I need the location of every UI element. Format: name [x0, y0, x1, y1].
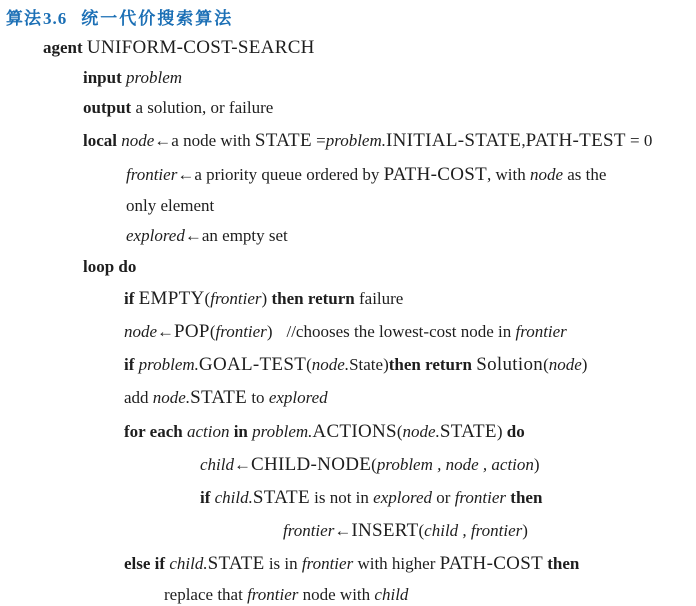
empty-close: )	[261, 289, 268, 308]
explored-text: ←an empty set	[184, 226, 288, 245]
local-comma: ,	[521, 131, 526, 150]
if-child-line	[200, 487, 542, 509]
insert-arrow: ←	[334, 521, 352, 540]
insert-open: (	[418, 521, 425, 540]
else-if-line	[124, 553, 579, 575]
goal-test-func: GOAL-TEST	[198, 354, 307, 375]
else-text2: with higher	[353, 554, 440, 573]
frontier-line	[126, 164, 606, 186]
goal-node: node.	[311, 355, 350, 374]
if-child-state: STATE	[252, 487, 310, 508]
for-close: )	[496, 422, 503, 441]
frontier-var: frontier	[126, 165, 178, 184]
empty-func: EMPTY	[138, 288, 205, 309]
for-each-line	[124, 421, 525, 443]
pop-close: )	[266, 322, 273, 341]
frontier-node: node	[529, 165, 564, 184]
if-child-text2: or	[432, 488, 455, 507]
frontier-cont-text: only element	[126, 196, 215, 215]
frontier-text3: as the	[563, 165, 607, 184]
pop-node-var: node	[124, 322, 158, 341]
pop-comment: //chooses the lowest-cost node in	[286, 322, 516, 341]
else-state: STATE	[207, 553, 265, 574]
local-eq: =	[311, 131, 326, 150]
input-value: problem	[126, 68, 183, 87]
replace-text1: replace that	[164, 585, 248, 604]
insert-args: child , frontier	[424, 521, 523, 540]
child-var: child	[200, 455, 234, 474]
loop-line	[83, 256, 136, 278]
input-line	[83, 67, 182, 89]
frontier-text2: , with	[486, 165, 530, 184]
if-child-keyword: if	[200, 488, 211, 507]
child-args: problem , node , action	[376, 455, 534, 474]
empty-open: (	[204, 289, 211, 308]
local-var: node	[121, 131, 155, 150]
else-frontier: frontier	[301, 554, 354, 573]
frontier-pathcost: PATH-COST	[383, 164, 487, 185]
then-return-keyword: then return	[271, 289, 355, 308]
local-line	[83, 130, 652, 152]
agent-keyword: agent	[43, 38, 83, 57]
goal-open2: (	[543, 355, 549, 374]
else-if-keyword: else if	[124, 554, 166, 573]
empty-arg: frontier	[210, 289, 262, 308]
child-node-func: CHILD-NODE	[251, 454, 372, 475]
child-line	[200, 454, 540, 476]
loop-keyword: loop do	[83, 257, 137, 276]
title-label: 算法	[6, 9, 42, 29]
for-action: action	[186, 422, 230, 441]
goal-open: (	[306, 355, 312, 374]
if-keyword: if	[124, 289, 135, 308]
insert-close: )	[522, 521, 528, 540]
goal-test-line	[124, 354, 587, 376]
frontier-continuation	[126, 195, 214, 217]
local-initial: INITIAL-STATE	[385, 130, 522, 151]
do-keyword: do	[506, 422, 525, 441]
replace-frontier: frontier	[247, 585, 299, 604]
local-problem: problem.	[325, 131, 386, 150]
pop-line	[124, 321, 567, 343]
local-state: STATE	[254, 130, 312, 151]
if-child-text1: is not in	[309, 488, 374, 507]
add-line	[124, 387, 328, 409]
if-child-explored: explored	[373, 488, 433, 507]
local-keyword: local	[83, 131, 117, 150]
pop-func: POP	[174, 321, 210, 342]
for-open: (	[396, 422, 403, 441]
replace-text2: node with	[298, 585, 375, 604]
title-name: 统一代价搜索算法	[81, 9, 234, 29]
add-explored: explored	[268, 388, 328, 407]
in-keyword: in	[233, 422, 248, 441]
for-state: STATE	[439, 421, 497, 442]
if-child-then-keyword: then	[510, 488, 543, 507]
failure-result: failure	[358, 289, 404, 308]
frontier-text1: ←a priority queue ordered by	[177, 165, 384, 184]
goal-problem: problem.	[138, 355, 199, 374]
replace-line	[164, 584, 408, 606]
agent-name: UNIFORM-COST-SEARCH	[86, 37, 315, 58]
goal-solution-func: Solution	[476, 354, 544, 375]
goal-close: )	[383, 355, 389, 374]
goal-then-return-keyword: then return	[388, 355, 473, 374]
child-open: (	[371, 455, 377, 474]
insert-func: INSERT	[351, 520, 419, 541]
input-keyword: input	[83, 68, 122, 87]
local-pathtest: PATH-TEST	[525, 130, 626, 151]
output-value: a solution, or failure	[135, 98, 274, 117]
add-state: STATE	[190, 387, 248, 408]
goal-node2: node	[548, 355, 582, 374]
local-zero: = 0	[625, 131, 653, 150]
algorithm-title	[6, 4, 233, 29]
insert-frontier-var: frontier	[283, 521, 335, 540]
goal-if-keyword: if	[124, 355, 135, 374]
add-node: node.	[152, 388, 191, 407]
local-arrow-text: ←a node with	[154, 131, 255, 150]
add-text2: to	[247, 388, 269, 407]
else-pathcost: PATH-COST	[439, 553, 543, 574]
pop-comment-var: frontier	[515, 322, 567, 341]
else-text1: is in	[264, 554, 302, 573]
output-keyword: output	[83, 98, 132, 117]
goal-state: State	[349, 355, 384, 374]
title-number: 3.6	[43, 9, 68, 28]
else-child-var: child.	[169, 554, 208, 573]
replace-child: child	[374, 585, 409, 604]
pop-open: (	[209, 322, 216, 341]
output-line	[83, 97, 273, 119]
if-child-frontier: frontier	[454, 488, 507, 507]
for-problem: problem.	[252, 422, 313, 441]
explored-var: explored	[126, 226, 185, 245]
explored-line	[126, 225, 288, 247]
if-empty-line	[124, 288, 403, 310]
child-close: )	[533, 455, 540, 474]
add-text1: add	[124, 388, 153, 407]
goal-close2: )	[581, 355, 588, 374]
child-arrow: ←	[234, 455, 251, 474]
insert-line	[283, 520, 528, 542]
else-then-keyword: then	[547, 554, 580, 573]
for-each-keyword: for each	[124, 422, 183, 441]
for-actions-func: ACTIONS	[312, 421, 397, 442]
agent-line	[43, 37, 315, 59]
for-node: node.	[402, 422, 440, 441]
if-child-var: child.	[214, 488, 253, 507]
pop-arrow: ←	[157, 322, 175, 341]
pop-arg: frontier	[215, 322, 267, 341]
